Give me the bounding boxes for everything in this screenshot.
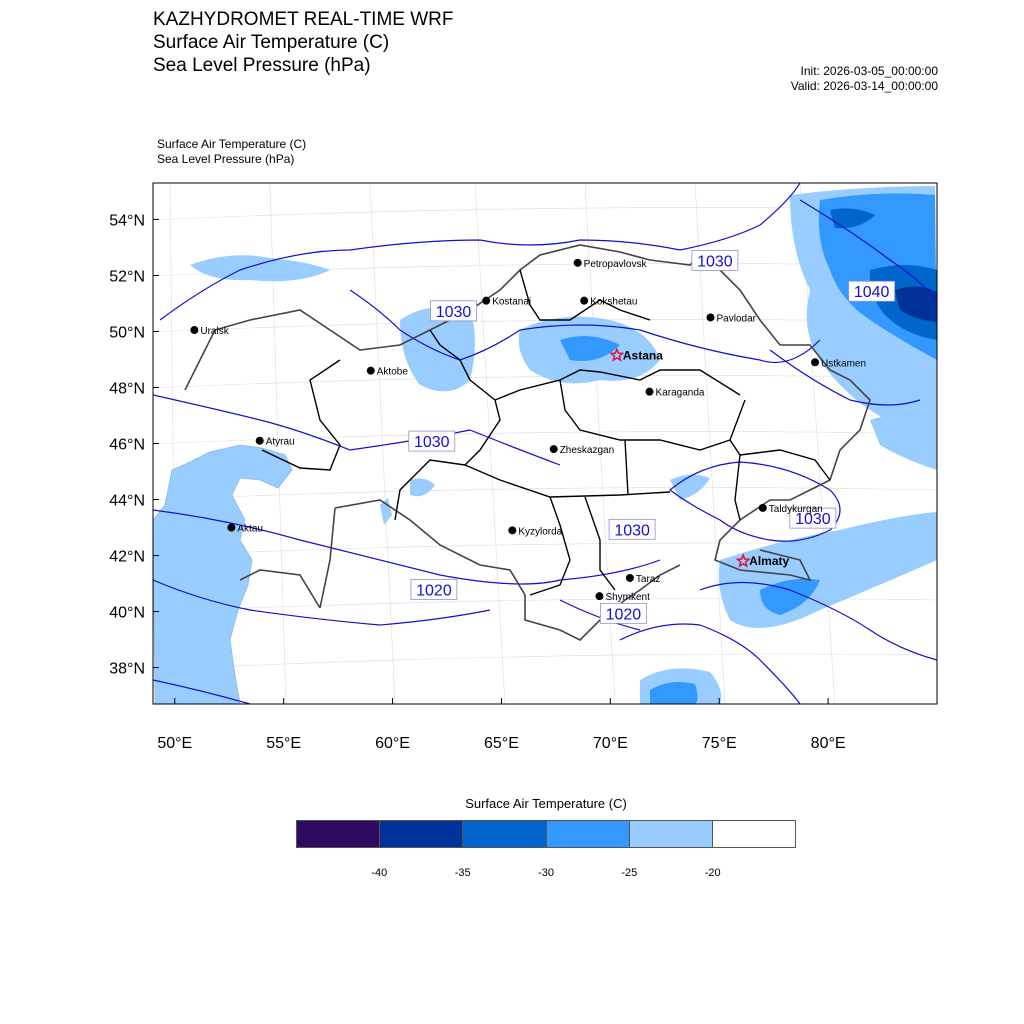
init-time: Init: 2026-03-05_00:00:00	[800, 64, 938, 78]
city-dot-icon	[580, 297, 588, 305]
city-label: Astana	[622, 348, 663, 363]
colorbar-title: Surface Air Temperature (C)	[465, 796, 627, 811]
colorbar	[296, 820, 796, 848]
city-dot-icon	[759, 504, 767, 512]
city-label: Aktau	[237, 523, 263, 535]
colorbar-cell	[297, 821, 380, 847]
title-line-2: Surface Air Temperature (C)	[153, 32, 390, 53]
pressure-label: 1020	[605, 606, 642, 624]
city-label: Pavlodar	[716, 313, 756, 325]
pressure-label: 1030	[614, 522, 650, 540]
city-dot-icon	[550, 445, 558, 453]
lat-tick-label: 52°N	[109, 268, 145, 286]
subtitle-line-1: Surface Air Temperature (C)	[157, 137, 307, 151]
pressure-label: 1020	[416, 582, 452, 600]
pressure-label: 1030	[413, 434, 450, 452]
city-label: Petropavlovsk	[583, 258, 647, 270]
lat-tick-label: 42°N	[109, 548, 145, 566]
lat-tick-label: 48°N	[109, 380, 145, 398]
city-dot-icon	[367, 367, 375, 375]
city-dot-icon	[811, 358, 819, 366]
city-dot-icon	[227, 524, 235, 532]
city-label: Taldykurgan	[768, 503, 823, 515]
pressure-label: 1040	[853, 284, 890, 302]
lat-tick-label: 44°N	[109, 492, 145, 510]
city-dot-icon	[626, 574, 634, 582]
lat-tick-label: 38°N	[109, 660, 145, 678]
city-label: Karaganda	[655, 387, 705, 399]
colorbar-tick-label: -30	[538, 867, 554, 879]
lon-tick-label: 65°E	[484, 735, 519, 752]
colorbar-cell	[463, 821, 546, 847]
lon-tick-label: 80°E	[810, 735, 846, 752]
lon-tick-label: 60°E	[375, 735, 410, 752]
colorbar-tick-label: -40	[371, 867, 388, 879]
valid-time: Valid: 2026-03-14_00:00:00	[790, 79, 938, 93]
city-dot-icon	[256, 437, 264, 445]
lat-tick-label: 46°N	[109, 436, 145, 454]
subtitle-line-2: Sea Level Pressure (hPa)	[157, 152, 295, 166]
colorbar-tick-label: -25	[621, 867, 638, 879]
city-label: Kostanai	[492, 296, 532, 308]
city-label: Shymkent	[605, 592, 650, 604]
lat-tick-label: 50°N	[109, 324, 145, 342]
colorbar-cell	[630, 821, 713, 847]
lat-tick-label: 40°N	[109, 604, 145, 622]
city-label: Kyzylorda	[518, 526, 563, 538]
lat-tick-label: 54°N	[109, 212, 145, 230]
city-dot-icon	[574, 259, 582, 267]
lon-tick-label: 70°E	[592, 735, 628, 752]
city-label: Atyrau	[265, 436, 295, 448]
city-label: Aktobe	[376, 366, 408, 378]
city-label: Zheskazgan	[559, 445, 615, 457]
city-dot-icon	[508, 526, 516, 534]
city-dot-icon	[707, 313, 715, 321]
city-dot-icon	[190, 326, 198, 334]
city-label: Ustkamen	[821, 358, 867, 370]
city-label: Kokshetau	[590, 296, 638, 308]
city-label: Taraz	[635, 573, 661, 585]
colorbar-tick-label: -35	[454, 867, 471, 879]
colorbar-tick-label: -20	[704, 867, 721, 879]
city-label: Almaty	[749, 554, 790, 569]
pressure-label: 1030	[697, 253, 733, 271]
lon-tick-label: 55°E	[266, 735, 302, 752]
colorbar-cell	[713, 821, 795, 847]
city-dot-icon	[482, 297, 490, 305]
title-line-1: KAZHYDROMET REAL-TIME WRF	[153, 9, 454, 30]
pressure-label: 1030	[435, 303, 472, 321]
lon-tick-label: 75°E	[701, 735, 737, 752]
title-line-3: Sea Level Pressure (hPa)	[153, 55, 371, 76]
city-dot-icon	[595, 592, 603, 600]
pressure-label: 1030	[795, 511, 831, 529]
city-label: Uralsk	[200, 326, 229, 338]
colorbar-cell	[380, 821, 463, 847]
colorbar-cell	[547, 821, 630, 847]
city-dot-icon	[646, 388, 654, 396]
lon-tick-label: 50°E	[157, 735, 193, 752]
